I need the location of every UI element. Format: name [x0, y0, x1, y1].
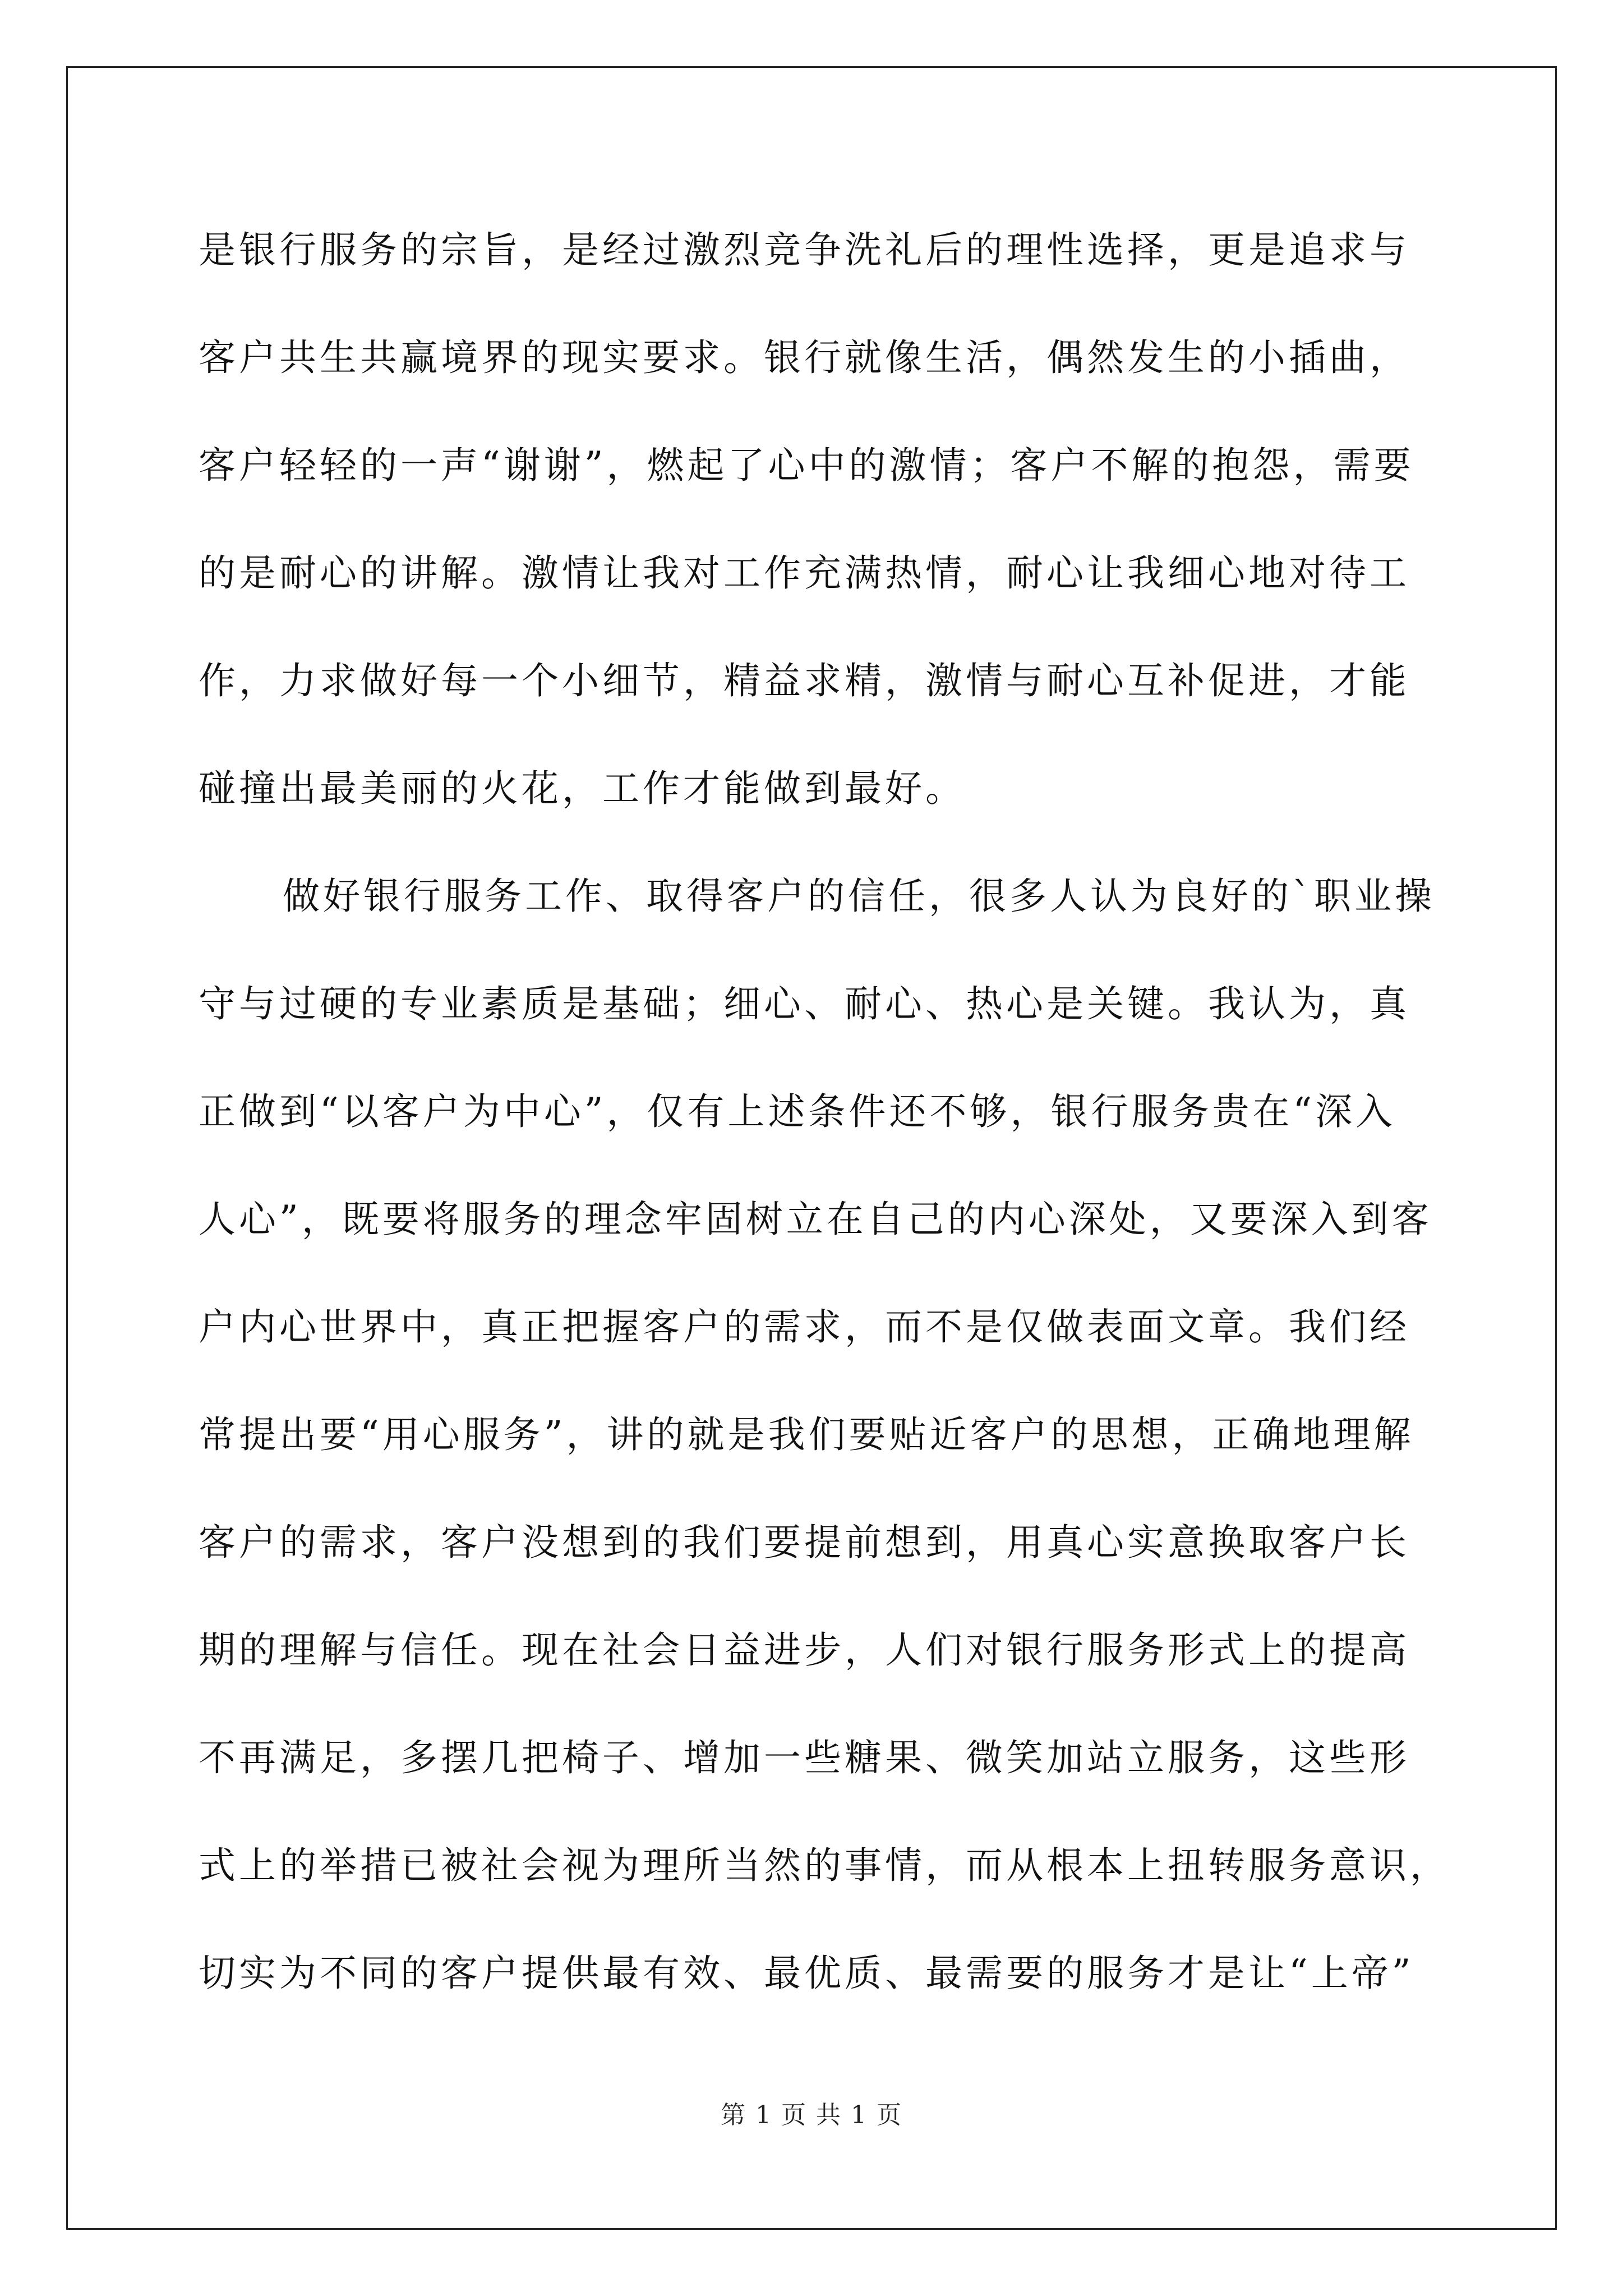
document-body	[199, 215, 1450, 2046]
text-line: 正做到“以客户为中心”，仅有上述条件还不够，银行服务贵在“深入	[199, 1090, 1396, 1133]
text-line: 作，力求做好每一个小细节，精益求精，激情与耐心互补促进，才能	[199, 659, 1410, 702]
text-line: 客户的需求，客户没想到的我们要提前想到，用真心实意换取客户长	[199, 1521, 1410, 1564]
page-number-footer: 第 1 页 共 1 页	[721, 2101, 902, 2129]
text-line: 常提出要“用心服务”，讲的就是我们要贴近客户的思想，正确地理解	[199, 1413, 1414, 1456]
text-line: 切实为不同的客户提供最有效、最优质、最需要的服务才是让“上帝”	[199, 1952, 1414, 1995]
text-line: 期的理解与信任。现在社会日益进步，人们对银行服务形式上的提高	[199, 1628, 1410, 1672]
text-line: 碰撞出最美丽的火花，工作才能做到最好。	[199, 767, 966, 810]
text-line: 户内心世界中，真正把握客户的需求，而不是仅做表面文章。我们经	[199, 1305, 1410, 1349]
text-line-paragraph-start: 做好银行服务工作、取得客户的信任，很多人认为良好的`职业操	[283, 875, 1435, 918]
text-line: 客户共生共赢境界的现实要求。银行就像生活，偶然发生的小插曲，	[199, 336, 1410, 379]
text-line: 的是耐心的讲解。激情让我对工作充满热情，耐心让我细心地对待工	[199, 551, 1410, 595]
text-line: 守与过硬的专业素质是基础；细心、耐心、热心是关键。我认为，真	[199, 982, 1410, 1025]
text-line: 式上的举措已被社会视为理所当然的事情，而从根本上扭转服务意识，	[199, 1844, 1450, 1887]
text-line: 不再满足，多摆几把椅子、增加一些糖果、微笑加站立服务，这些形	[199, 1736, 1410, 1779]
text-line: 客户轻轻的一声“谢谢”，燃起了心中的激情；客户不解的抱怨，需要	[199, 444, 1414, 487]
text-line: 人心”，既要将服务的理念牢固树立在自己的内心深处，又要深入到客	[199, 1198, 1432, 1241]
text-line: 是银行服务的宗旨，是经过激烈竞争洗礼后的理性选择，更是追求与	[199, 228, 1410, 272]
